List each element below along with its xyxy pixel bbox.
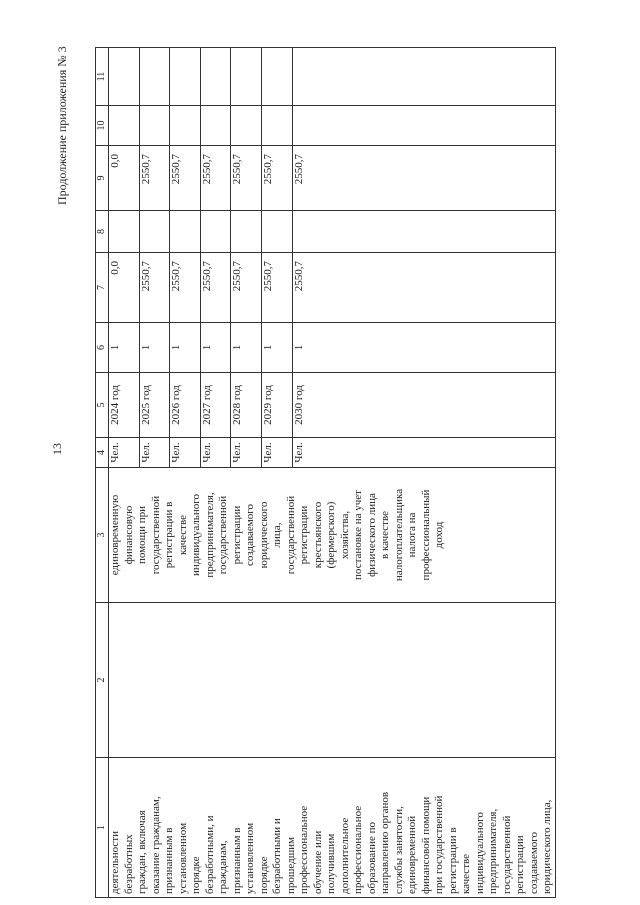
column-10-cell (139, 106, 170, 146)
indicator-line: лица, (271, 522, 283, 548)
year-cell: 2025 год (139, 373, 170, 438)
description-line: профессиональное (298, 805, 310, 894)
description-line: безработными, и (203, 815, 216, 894)
indicator-line: налога на (406, 512, 418, 558)
description-line: безработными и (271, 818, 283, 894)
total-amount-cell: 2550,7 (292, 253, 555, 323)
description-line: дополнительное (338, 817, 351, 894)
column-8-cell (262, 211, 293, 253)
header-cell: 10 (96, 106, 109, 146)
description-line: порядке (257, 856, 270, 894)
column-10-cell (262, 106, 293, 146)
description-line: установленном (176, 822, 189, 894)
regional-amount-cell: 2550,7 (262, 146, 293, 211)
total-amount-cell: 0,0 (109, 253, 140, 323)
header-cell: 3 (96, 468, 109, 603)
header-cell: 11 (96, 48, 109, 106)
total-amount-cell: 2550,7 (200, 253, 231, 323)
column-10-cell (292, 106, 555, 146)
indicator-line: регистрации в (163, 501, 175, 569)
regional-amount-cell: 2550,7 (200, 146, 231, 211)
description-line: юридического лица, (541, 799, 553, 894)
header-row (96, 48, 109, 898)
description-line: образование по (365, 822, 378, 894)
indicator-line: финансовую (122, 505, 135, 565)
description-line: качестве (460, 853, 472, 894)
indicator-line: государственной (149, 495, 162, 575)
regional-amount-cell: 2550,7 (231, 146, 262, 211)
header-cell: 6 (96, 323, 109, 373)
column-10-cell (109, 106, 140, 146)
description-line: единовременной (406, 815, 418, 894)
description-line: обучение или (311, 830, 324, 894)
year-cell: 2026 год (170, 373, 201, 438)
quantity-cell: 1 (231, 323, 262, 373)
description-line: направлению органов (379, 791, 391, 894)
regional-amount-cell: 0,0 (109, 146, 140, 211)
unit-cell: Чел. (231, 438, 262, 468)
indicator-cell (109, 468, 556, 603)
description-line: создаваемого (527, 831, 540, 894)
quantity-cell: 1 (139, 323, 170, 373)
unit-cell: Чел. (292, 438, 555, 468)
description-line: получившим (325, 833, 337, 894)
description-line: службы занятости, (392, 806, 405, 894)
description-line: деятельности (109, 831, 121, 894)
column-11-cell (109, 48, 140, 106)
regional-amount-cell: 2550,7 (139, 146, 170, 211)
table-body (109, 48, 556, 898)
header-cell: 2 (96, 603, 109, 758)
header-cell: 9 (96, 146, 109, 211)
total-amount-cell: 2550,7 (170, 253, 201, 323)
column-11-cell (292, 48, 555, 106)
column-8-cell (200, 211, 231, 253)
description-line: признанным в (163, 827, 175, 894)
indicator-line: государственной (284, 495, 297, 575)
header-cell: 5 (96, 373, 109, 438)
unit-cell: Чел. (109, 438, 140, 468)
year-cell: 2027 год (200, 373, 231, 438)
table-row (109, 48, 140, 898)
unit-cell: Чел. (200, 438, 231, 468)
total-amount-cell: 2550,7 (139, 253, 170, 323)
indicator-line: хозяйства, (338, 510, 351, 560)
indicator-line: доход (433, 521, 445, 549)
description-line: признанным в (230, 827, 243, 894)
description-line: установленном (244, 822, 256, 894)
regional-amount-cell: 2550,7 (170, 146, 201, 211)
quantity-cell: 1 (170, 323, 201, 373)
column-10-cell (231, 106, 262, 146)
year-cell: 2029 год (262, 373, 293, 438)
header-cell: 7 (96, 253, 109, 323)
column-10-cell (200, 106, 231, 146)
description-line: гражданам, (217, 840, 229, 894)
column-8-cell (170, 211, 201, 253)
indicator-line: качестве (176, 515, 189, 556)
column-8-cell (109, 211, 140, 253)
description-line: при государственной (433, 795, 445, 894)
indicator-line: государственной (217, 495, 229, 575)
description-line: предпринимателя, (487, 808, 499, 894)
header-cell: 8 (96, 211, 109, 253)
column-8-cell (292, 211, 555, 253)
unit-cell: Чел. (139, 438, 170, 468)
unit-cell: Чел. (170, 438, 201, 468)
indicator-line: (фермерского) (325, 501, 337, 569)
description-line: порядке (190, 856, 202, 894)
total-amount-cell: 2550,7 (231, 253, 262, 323)
indicator-line: налогоплательщика (392, 488, 405, 582)
description-line: прошедшим (284, 836, 297, 894)
column-11-cell (262, 48, 293, 106)
indicator-line: помощи при (136, 505, 148, 565)
unit-cell: Чел. (262, 438, 293, 468)
year-cell: 2024 год (109, 373, 140, 438)
year-cell: 2030 год (292, 373, 555, 438)
description-line: индивидуального (473, 812, 486, 894)
indicator-line: профессиональный (419, 489, 432, 581)
column-8-cell (139, 211, 170, 253)
budget-table (95, 47, 556, 898)
indicator-line: постановке на учет (352, 490, 364, 580)
year-cell: 2028 год (231, 373, 262, 438)
column-11-cell (139, 48, 170, 106)
description-line: регистрации в (446, 827, 459, 894)
description-line: регистрации (514, 835, 526, 894)
header-cell: 4 (96, 438, 109, 468)
indicator-line: предпринимателя, (203, 492, 216, 578)
table-container (95, 48, 595, 898)
activity-description-cell (109, 758, 556, 898)
total-amount-cell: 2550,7 (262, 253, 293, 323)
indicator-line: регистрации (298, 505, 310, 565)
description-line: финансовой помощи (419, 796, 432, 894)
continuation-caption: Продолжение приложения № 3 (55, 46, 69, 205)
column-10-cell (170, 106, 201, 146)
column-2-cell (109, 603, 556, 758)
quantity-cell: 1 (200, 323, 231, 373)
indicator-line: единовременную (109, 494, 121, 576)
indicator-line: регистрации (230, 505, 243, 565)
regional-amount-cell: 2550,7 (292, 146, 555, 211)
indicator-line: индивидуального (190, 494, 202, 576)
description-line: оказание гражданам, (149, 796, 162, 894)
quantity-cell: 1 (292, 323, 555, 373)
header-cell: 1 (96, 758, 109, 898)
quantity-cell: 1 (262, 323, 293, 373)
indicator-line: крестьянского (311, 501, 324, 569)
indicator-line: создаваемого (244, 503, 256, 567)
indicator-line: в качестве (379, 511, 391, 559)
description-line: безработных (122, 834, 135, 894)
indicator-line: физического лица (365, 493, 378, 577)
description-line: профессиональное (352, 805, 364, 894)
column-11-cell (170, 48, 201, 106)
description-line: граждан, включая (136, 810, 148, 894)
quantity-cell: 1 (109, 323, 140, 373)
description-line: государственной (500, 815, 513, 894)
column-11-cell (231, 48, 262, 106)
column-8-cell (231, 211, 262, 253)
page-number: 13 (50, 443, 64, 455)
indicator-line: юридического (257, 501, 270, 569)
column-11-cell (200, 48, 231, 106)
